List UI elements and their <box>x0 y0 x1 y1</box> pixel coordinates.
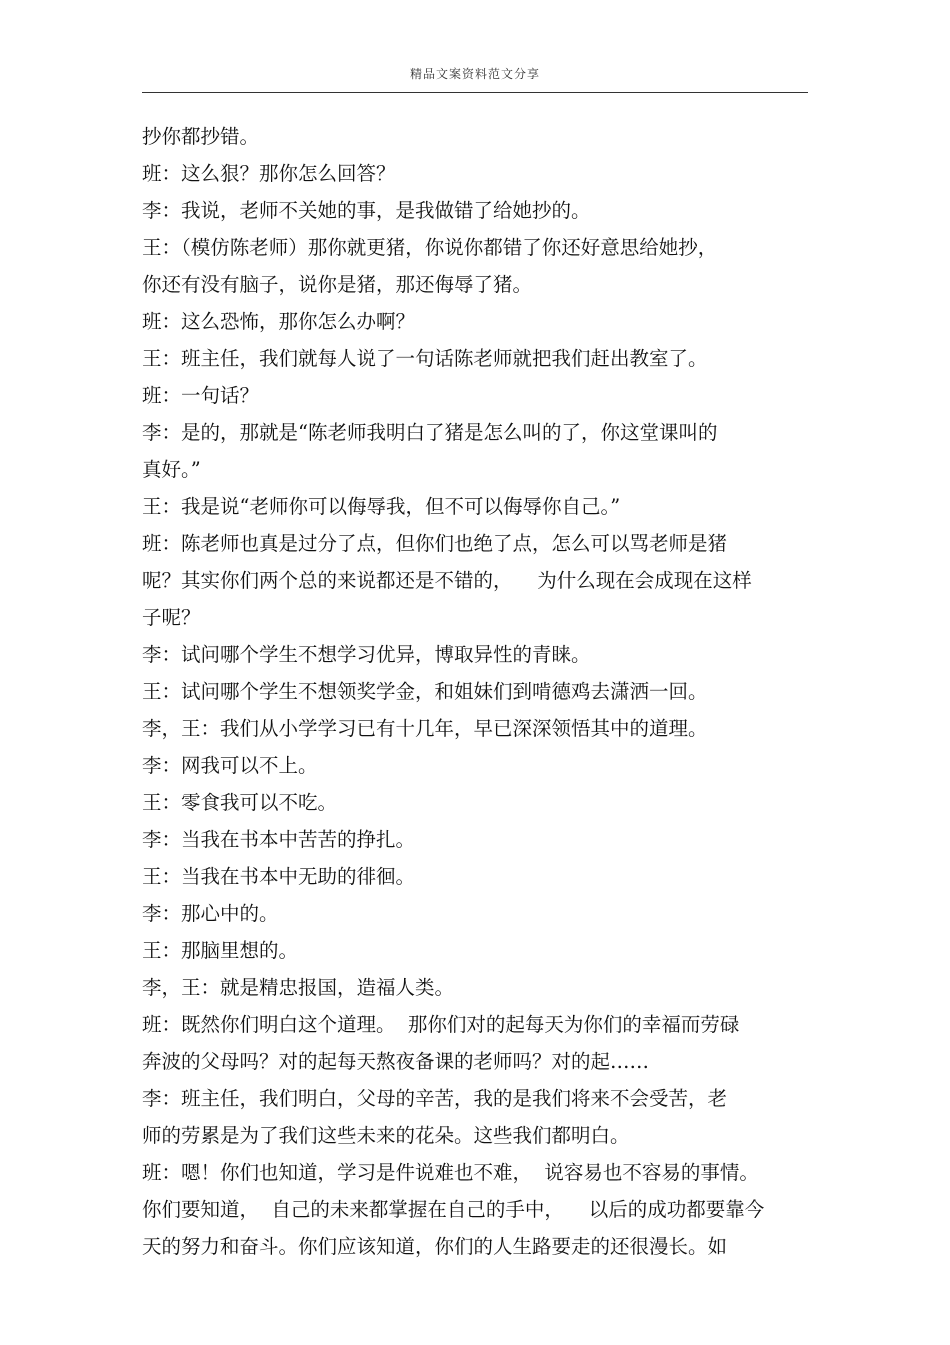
text-line: 王：试问哪个学生不想领奖学金，和姐妹们到啃德鸡去潇洒一回。 <box>142 680 708 703</box>
text-line: 李：班主任，我们明白，父母的辛苦，我的是我们将来不会受苦，老 <box>142 1087 728 1110</box>
text-line: 你还有没有脑子，说你是猪，那还侮辱了猪。 <box>142 273 533 296</box>
text-line: 李：网我可以不上。 <box>142 754 318 777</box>
text-line: 王：我是说“老师你可以侮辱我，但不可以侮辱你自己。” <box>142 495 621 518</box>
text-line: 班：一句话？ <box>142 384 260 407</box>
text-line: 班：嗯！你们也知道，学习是件说难也不难， 说容易也不容易的事情。 <box>142 1161 759 1184</box>
text-line: 王：那脑里想的。 <box>142 939 299 962</box>
text-line: 师的劳累是为了我们这些未来的花朵。这些我们都明白。 <box>142 1124 630 1147</box>
text-line: 真好。” <box>142 458 201 481</box>
text-line: 奔波的父母吗？对的起每天熬夜备课的老师吗？对的起…… <box>142 1050 650 1073</box>
text-line: 天的努力和奋斗。你们应该知道，你们的人生路要走的还很漫长。如 <box>142 1235 728 1258</box>
text-line: 你们要知道， 自己的未来都掌握在自己的手中， 以后的成功都要靠今 <box>142 1198 765 1221</box>
text-line: 王：班主任，我们就每人说了一句话陈老师就把我们赶出教室了。 <box>142 347 708 370</box>
page-header <box>142 64 808 93</box>
text-line: 班：这么恐怖，那你怎么办啊？ <box>142 310 416 333</box>
text-line: 王：零食我可以不吃。 <box>142 791 338 814</box>
text-line: 李：我说，老师不关她的事，是我做错了给她抄的。 <box>142 199 591 222</box>
text-line: 班：这么狠？那你怎么回答？ <box>142 162 396 185</box>
text-line: 李：当我在书本中苦苦的挣扎。 <box>142 828 416 851</box>
text-line: 班：既然你们明白这个道理。 那你们对的起每天为你们的幸福而劳碌 <box>142 1013 740 1036</box>
text-line: 李：那心中的。 <box>142 902 279 925</box>
page-body <box>142 118 808 1265</box>
text-line: 子呢？ <box>142 606 201 629</box>
text-line: 李，王：我们从小学学习已有十几年，早已深深领悟其中的道理。 <box>142 717 708 740</box>
text-line: 王：当我在书本中无助的徘徊。 <box>142 865 416 888</box>
text-line: 李：是的，那就是“陈老师我明白了猪是怎么叫的了，你这堂课叫的 <box>142 421 718 444</box>
text-line: 王：（模仿陈老师）那你就更猪，你说你都错了你还好意思给她抄， <box>142 236 718 259</box>
text-line: 李，王：就是精忠报国，造福人类。 <box>142 976 455 999</box>
text-line: 呢？其实你们两个总的来说都还是不错的， 为什么现在会成现在这样 <box>142 569 752 592</box>
text-line: 李：试问哪个学生不想学习优异，博取异性的青睐。 <box>142 643 591 666</box>
text-line: 抄你都抄错。 <box>142 125 260 148</box>
header-title: 精品文案资料范文分享 <box>409 67 540 81</box>
text-line: 班：陈老师也真是过分了点，但你们也绝了点，怎么可以骂老师是猪 <box>142 532 728 555</box>
